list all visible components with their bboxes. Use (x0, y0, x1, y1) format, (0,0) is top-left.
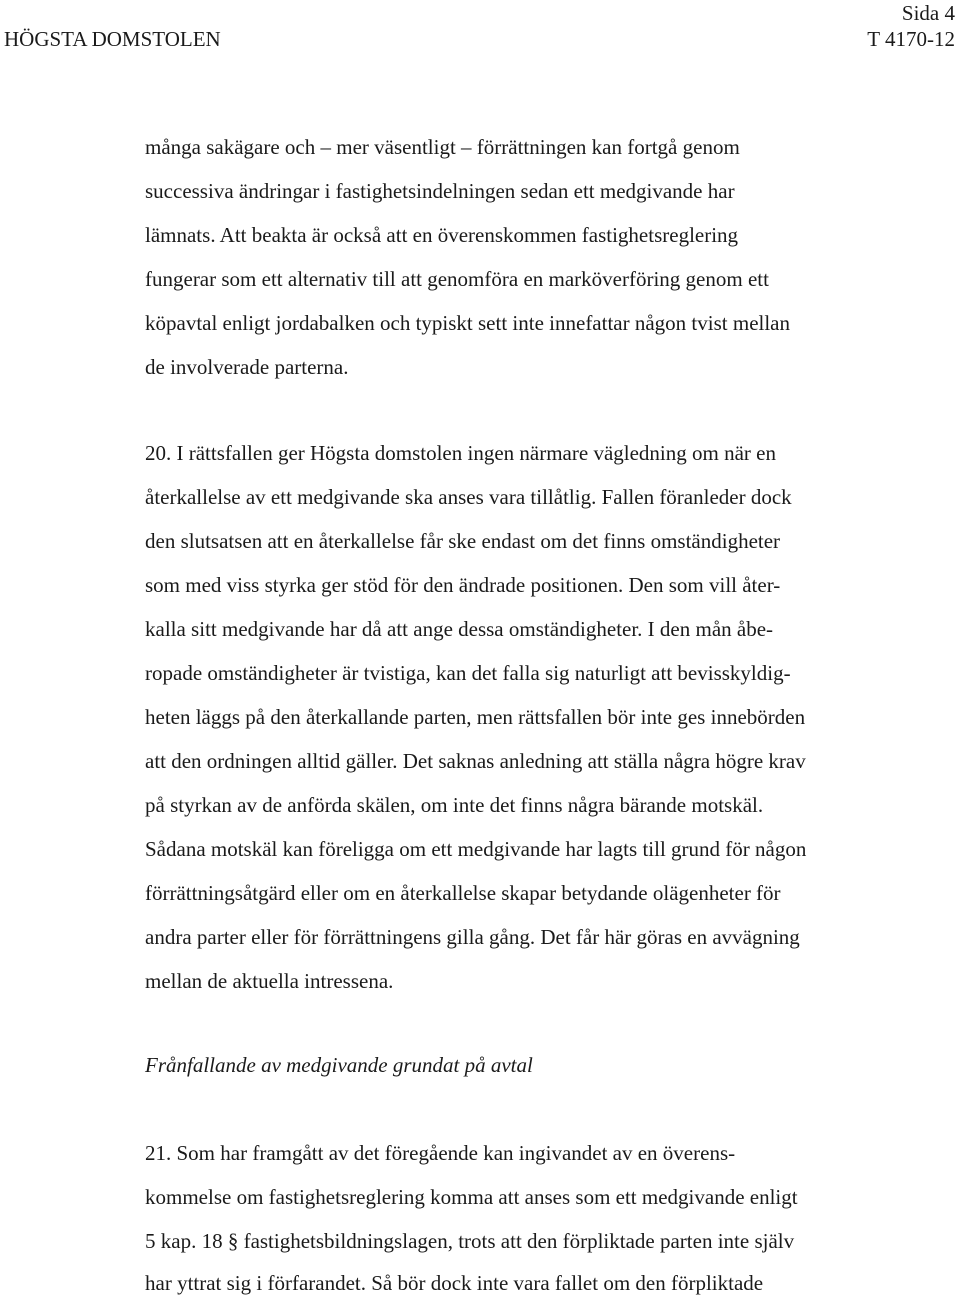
text-line: 20. I rättsfallen ger Högsta domstolen ingen närmare vägledning om när en (145, 441, 776, 465)
text-line: 21. Som har framgått av det föregående kan ingivandet av en överens- (145, 1141, 736, 1165)
text-line: många sakägare och – mer väsentligt – förrättningen kan fortgå genom (145, 135, 740, 159)
text-line: på styrkan av de anförda skälen, om inte det finns några bärande motskäl. (145, 793, 764, 817)
text-line: de involverade parterna. (145, 355, 349, 379)
court-name: HÖGSTA DOMSTOLEN (4, 27, 221, 51)
text-line: kalla sitt medgivande har då att ange dessa omständigheter. I den mån åbe- (145, 617, 774, 641)
text-line: köpavtal enligt jordabalken och typiskt sett inte innefattar någon tvist mellan (145, 311, 791, 335)
text-line: kommelse om fastighetsreglering komma att anses som ett medgivande enligt (145, 1185, 798, 1209)
section-heading: Frånfallande av medgivande grundat på avtal (145, 1053, 533, 1077)
text-line: att den ordningen alltid gäller. Det saknas anledning att ställa några högre krav (145, 749, 806, 773)
page-number: Sida 4 (901, 1, 955, 25)
text-line: successiva ändringar i fastighetsindelningen sedan ett medgivande har (145, 179, 735, 203)
text-line: har yttrat sig i förfarandet. Så bör dock inte vara fallet om den förpliktade (145, 1271, 764, 1295)
text-line: Sådana motskäl kan föreligga om ett medgivande har lagts till grund för någon (145, 837, 807, 861)
text-line: som med viss styrka ger stöd för den ändrade positionen. Den som vill åter- (145, 573, 781, 597)
text-line: 5 kap. 18 § fastighetsbildningslagen, trots att den förpliktade parten inte själv (145, 1229, 795, 1253)
text-line: förrättningsåtgärd eller om en återkallelse skapar betydande olägenheter för (145, 881, 781, 905)
text-line: den slutsatsen att en återkallelse får ske endast om det finns omständigheter (145, 529, 781, 553)
text-line: heten läggs på den återkallande parten, men rättsfallen bör inte ges innebörden (145, 705, 806, 729)
text-line: lämnats. Att beakta är också att en överenskommen fastighetsreglering (145, 223, 739, 247)
text-line: mellan de aktuella intressena. (145, 969, 394, 993)
case-number: T 4170-12 (867, 27, 955, 51)
text-line: fungerar som ett alternativ till att genomföra en marköverföring genom ett (145, 267, 769, 291)
text-line: återkallelse av ett medgivande ska anses vara tillåtlig. Fallen föranleder dock (145, 485, 792, 509)
text-line: ropade omständigheter är tvistiga, kan det falla sig naturligt att bevisskyldig- (145, 661, 791, 685)
text-line: andra parter eller för förrättningens gilla gång. Det får här göras en avvägning (145, 925, 800, 949)
